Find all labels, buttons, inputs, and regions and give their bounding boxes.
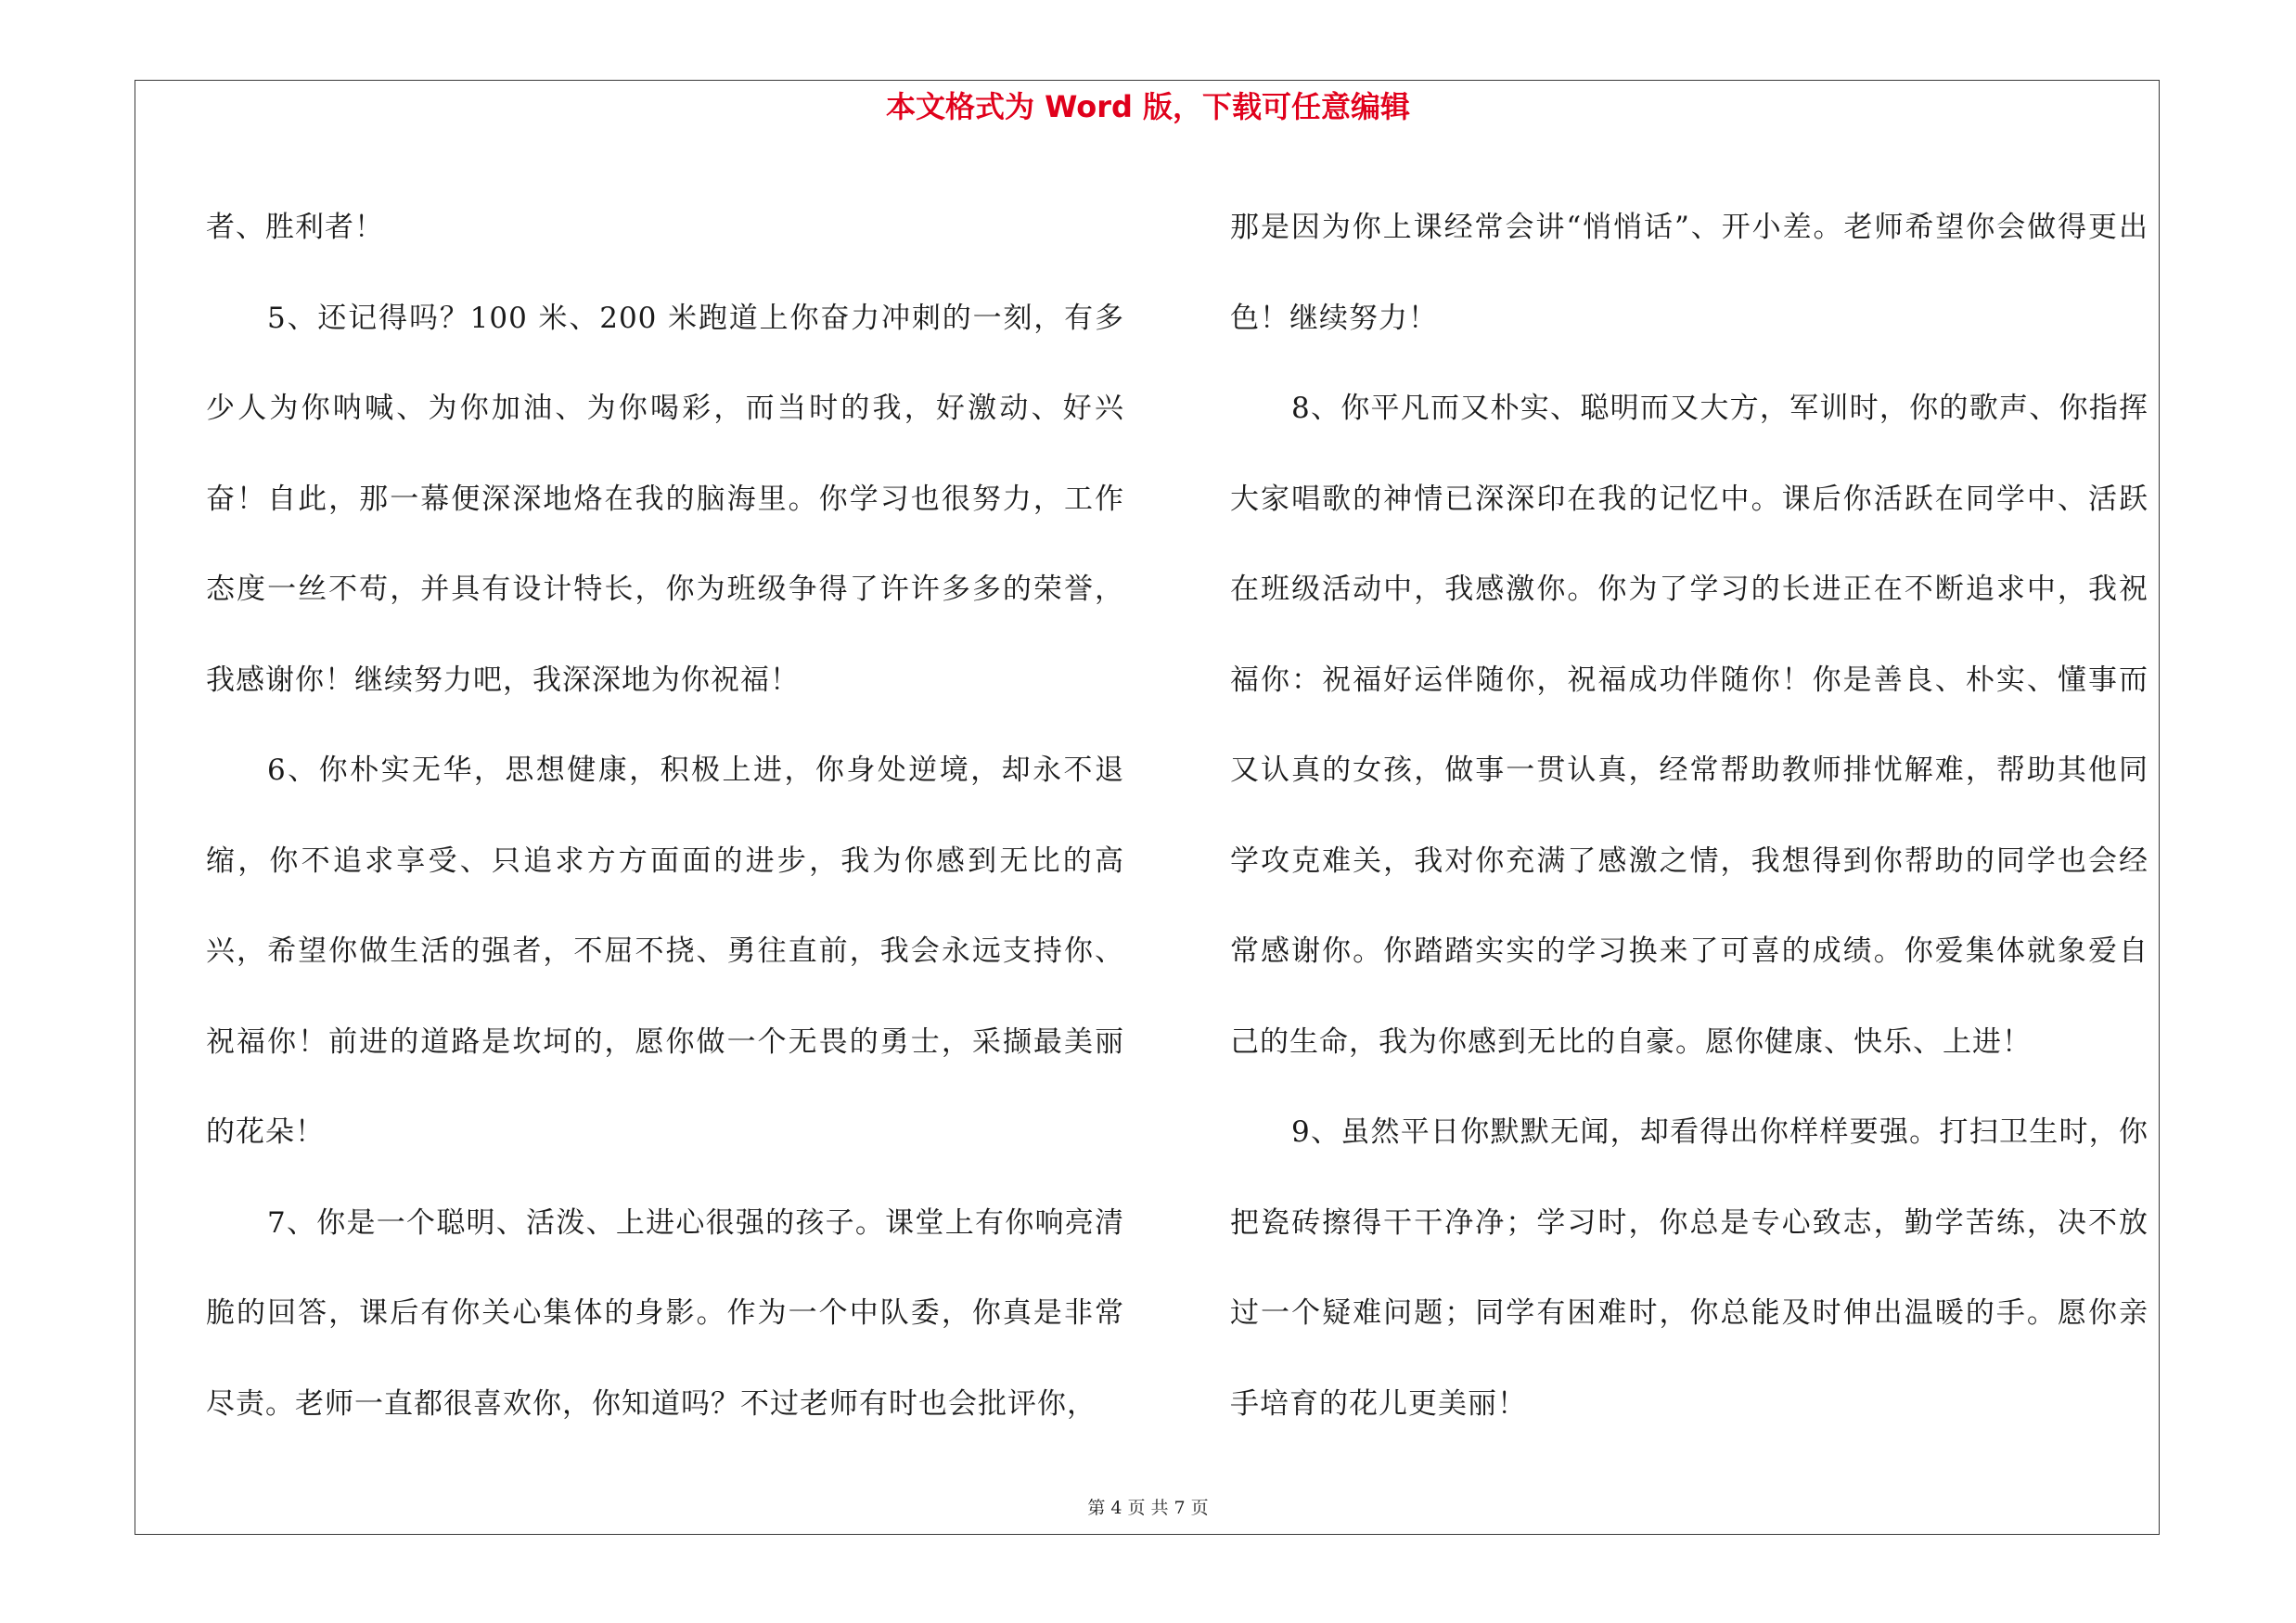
left-text-column (206, 183, 1124, 1449)
paragraph-7-continuation: 那是因为你上课经常会讲“悄悄话”、开小差。老师希望你会做得更出色！继续努力！ (1230, 211, 2148, 335)
right-text-column (1230, 183, 2148, 1449)
page-number: 第 4 页 共 7 页 (1087, 1498, 1209, 1518)
paragraph-6: 6、你朴实无华，思想健康，积极上进，你身处逆境，却永不退缩，你不追求享受、只追求方方面面的进步，我为你感到无比的高兴，希望你做生活的强者，不屈不挠、勇往直前，我会永远支持你、祝福你！前进的道路是坎坷的，愿你做一个无畏的勇士，采撷最美丽的花朵！ (206, 754, 1124, 1149)
paragraph-5: 5、还记得吗？100 米、200 米跑道上你奋力冲刺的一刻，有多少人为你呐喊、为你加油、为你喝彩，而当时的我，好激动、好兴奋！自此，那一幕便深深地烙在我的脑海里。你学习也很努力，工作态度一丝不苟，并具有设计特长，你为班级争得了许许多多的荣誉，我感谢你！继续努力吧，我深深地为你祝福！ (206, 301, 1124, 697)
paragraph-continuation: 者、胜利者！ (206, 211, 384, 244)
word-format-banner: 本文格式为 Word 版，下载可任意编辑 (885, 89, 1411, 124)
paragraph-9: 9、虽然平日你默默无闻，却看得出你样样要强。打扫卫生时，你把瓷砖擦得干干净净；学习时，你总是专心致志，勤学苦练，决不放过一个疑难问题；同学有困难时，你总能及时伸出温暖的手。愿你亲手培育的花儿更美丽！ (1230, 1115, 2148, 1421)
paragraph-7: 7、你是一个聪明、活泼、上进心很强的孩子。课堂上有你响亮清脆的回答，课后有你关心集体的身影。作为一个中队委，你真是非常尽责。老师一直都很喜欢你，你知道吗？不过老师有时也会批评你， (206, 1205, 1124, 1421)
paragraph-8: 8、你平凡而又朴实、聪明而又大方，军训时，你的歌声、你指挥大家唱歌的神情已深深印在我的记忆中。课后你活跃在同学中、活跃在班级活动中，我感激你。你为了学习的长进正在不断追求中，我祝福你：祝福好运伴随你，祝福成功伴随你！你是善良、朴实、懂事而又认真的女孩，做事一贯认真，经常帮助教师排忧解难，帮助其他同学攻克难关，我对你充满了感激之情，我想得到你帮助的同学也会经常感谢你。你踏踏实实的学习换来了可喜的成绩。你爱集体就象爱自己的生命，我为你感到无比的自豪。愿你健康、快乐、上进！ (1230, 392, 2148, 1059)
